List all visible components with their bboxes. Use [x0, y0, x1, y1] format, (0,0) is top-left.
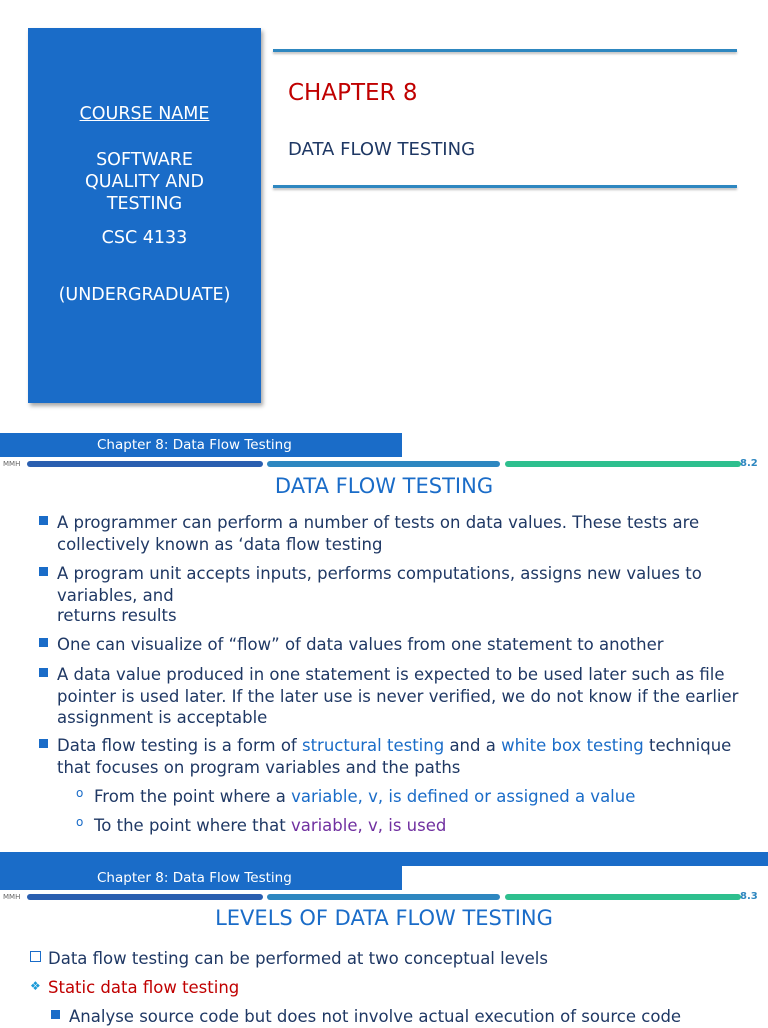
square-bullet-icon	[39, 638, 48, 647]
slide-header	[0, 433, 768, 473]
sub-bullet-part: To the point where that	[94, 816, 291, 835]
header-stripe-2	[267, 461, 500, 467]
bullet-text: A programmer can perform a number of tests on data values. These tests are collectively known as ‘data flow testing	[57, 513, 700, 554]
header-text: Chapter 8: Data Flow Testing	[97, 437, 292, 453]
white-box-testing-highlight: white box testing	[501, 736, 644, 755]
square-bullet-icon	[39, 516, 48, 525]
bullet-text-part: technique that focuses on program variables and the paths	[57, 736, 732, 777]
bullet-text-part: and a	[444, 736, 502, 755]
page-number: 8.3	[740, 891, 758, 902]
header-tab	[0, 433, 402, 457]
chapter-title: CHAPTER 8	[288, 80, 418, 106]
bullet-text: Data flow testing can be performed at two conceptual levels	[48, 949, 548, 968]
diamond-bullet-icon: ❖	[30, 979, 41, 993]
course-code: CSC 4133	[101, 228, 188, 248]
page-number: 8.2	[740, 458, 758, 469]
title-slide	[0, 0, 768, 425]
defined-variable-highlight: variable, v, is defined or assigned a value	[291, 787, 636, 806]
slide-title: DATA FLOW TESTING	[274, 474, 494, 498]
footer-author: MMH	[3, 893, 21, 901]
sub-bullet-part: From the point where a	[94, 787, 292, 806]
course-title: SOFTWARE QUALITY AND TESTING	[85, 150, 204, 214]
bullet-text: returns results	[57, 606, 177, 625]
bullet-text-part: Data flow testing is a form of	[57, 736, 302, 755]
checkbox-bullet-icon	[30, 951, 41, 962]
slide-title: LEVELS OF DATA FLOW TESTING	[215, 906, 553, 930]
structural-testing-highlight: structural testing	[301, 736, 445, 755]
used-variable-highlight: variable, v, is used	[290, 816, 447, 835]
chapter-subtitle: DATA FLOW TESTING	[288, 139, 476, 160]
circle-bullet-icon: o	[76, 786, 84, 800]
bottom-rule	[273, 185, 737, 188]
course-info-box	[28, 28, 261, 403]
header-stripe-3	[505, 461, 741, 467]
header-stripe-2	[267, 894, 500, 900]
bullet-text: One can visualize of “flow” of data values from one statement to another	[57, 635, 664, 654]
square-bullet-icon	[39, 739, 48, 748]
slide-divider	[0, 852, 768, 866]
square-bullet-icon	[39, 567, 48, 576]
bullet-text: A program unit accepts inputs, performs computations, assigns new values to variables, and	[57, 564, 702, 605]
static-testing-heading: Static data flow testing	[48, 978, 240, 997]
bullet-text: A data value produced in one statement is expected to be used later such as file pointer is used later. If the later use is never verified, we do not know if the earlier assignment is acceptable	[57, 665, 739, 727]
header-stripe-3	[505, 894, 741, 900]
header-text: Chapter 8: Data Flow Testing	[97, 870, 292, 886]
sub-bullet-text	[94, 786, 754, 808]
square-bullet-icon	[39, 668, 48, 677]
bullet-text: Analyse source code but does not involve actual execution of source code	[69, 1007, 682, 1026]
header-stripe-1	[27, 461, 263, 467]
circle-bullet-icon: o	[76, 815, 84, 829]
course-level: (UNDERGRADUATE)	[58, 285, 231, 305]
footer-author: MMH	[3, 460, 21, 468]
top-rule	[273, 49, 737, 52]
square-bullet-icon	[51, 1010, 60, 1019]
header-stripe-1	[27, 894, 263, 900]
course-name-label: COURSE NAME	[79, 104, 210, 124]
header-tab	[0, 866, 402, 890]
slide-header	[0, 866, 768, 906]
sub-bullet-text	[94, 815, 754, 837]
bullet-text	[57, 735, 747, 778]
